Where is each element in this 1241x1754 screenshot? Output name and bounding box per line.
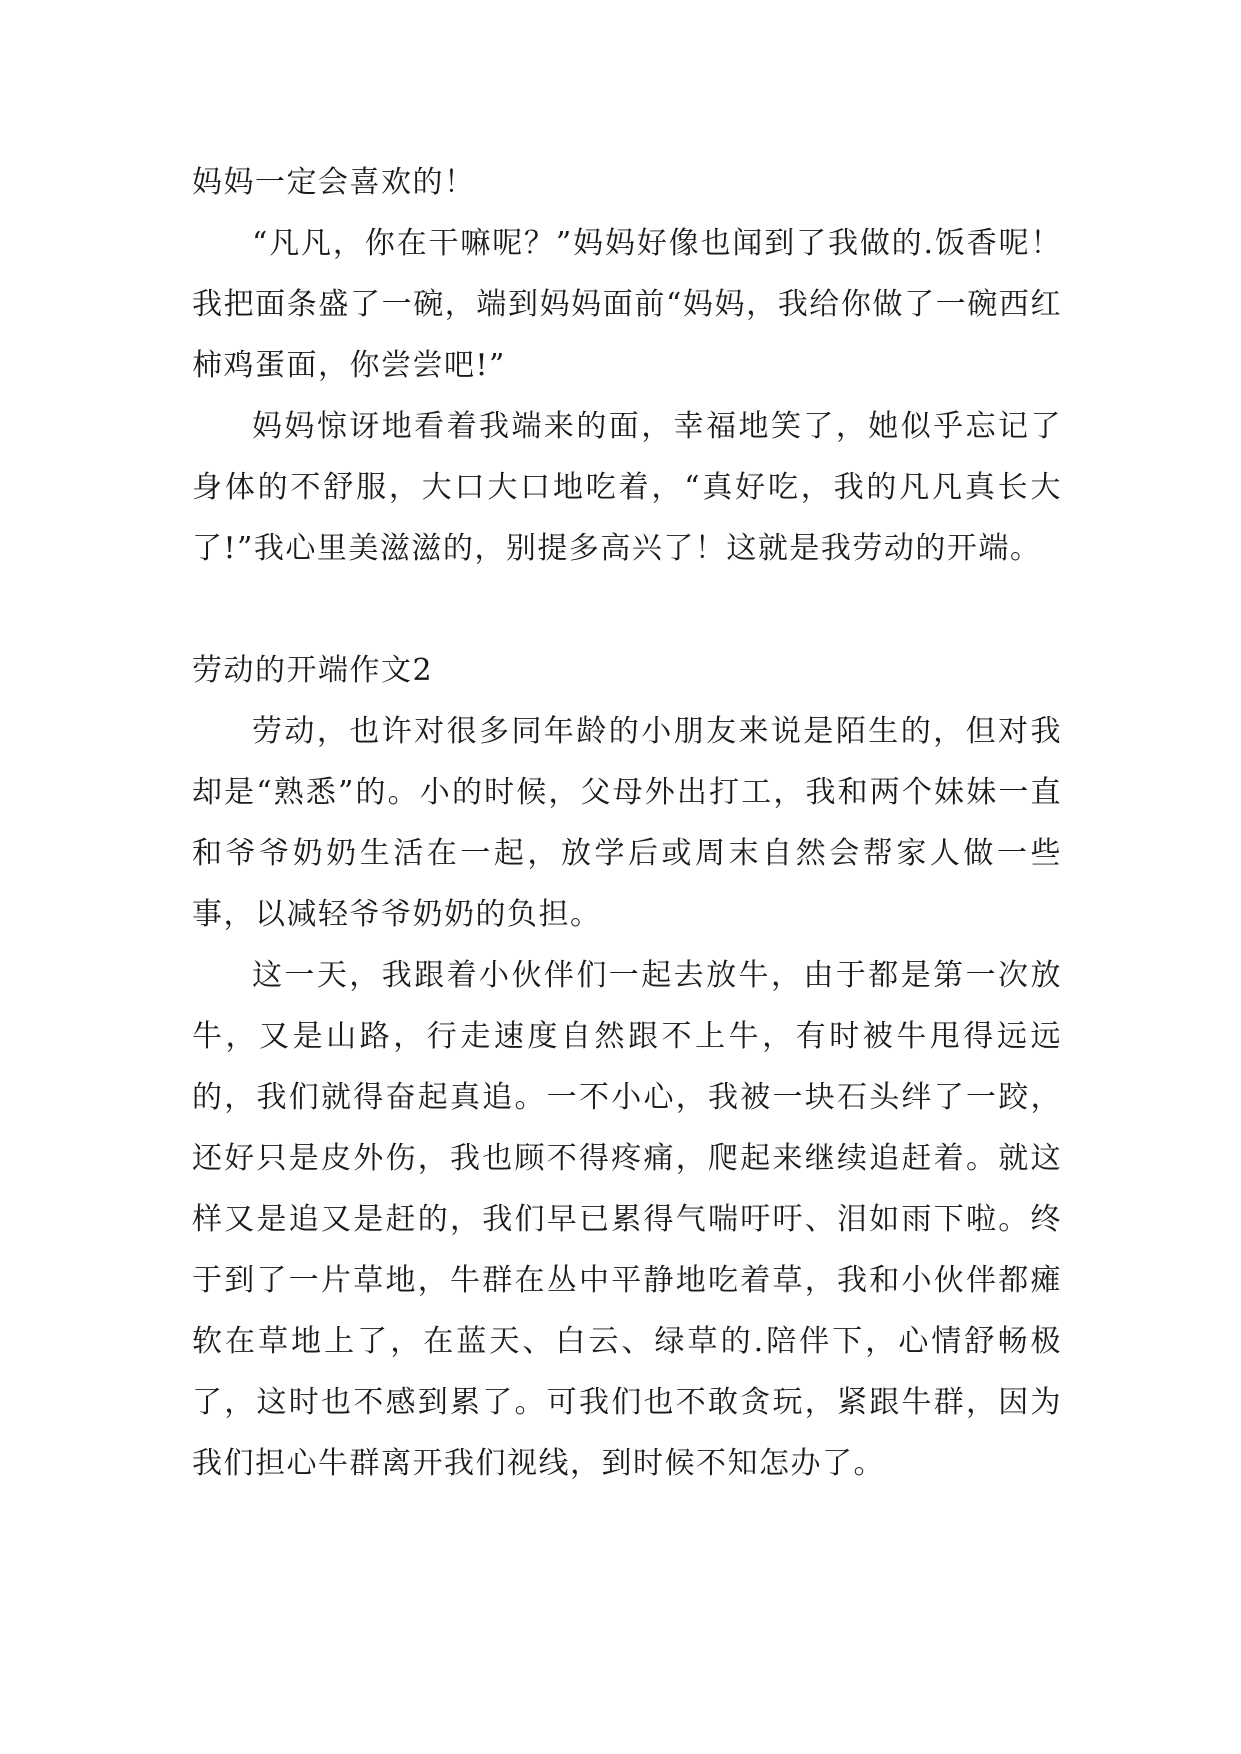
section-paragraph-story: 这一天，我跟着小伙伴们一起去放牛，由于都是第一次放牛，又是山路，行走速度自然跟不上牛，有时被牛甩得远远的，我们就得奋起真追。一不小心，我被一块石头绊了一跤，还好只是皮外伤，我也顾不得疼痛，爬起来继续追赶着。就这样又是追又是赶的，我们早已累得气喘吁吁、泪如雨下啦。终于到了一片草地，牛群在丛中平静地吃着草，我和小伙伴都瘫软在草地上了，在蓝天、白云、绿草的.陪伴下，心情舒畅极了，这时也不感到累了。可我们也不敢贪玩，紧跟牛群，因为我们担心牛群离开我们视线，到时候不知怎办了。: [192, 958, 1062, 1481]
document-body: [192, 152, 1062, 1494]
paragraph-opening: 妈妈一定会喜欢的！: [192, 165, 476, 200]
section-paragraph-intro: 劳动，也许对很多同年龄的小朋友来说是陌生的，但对我却是“熟悉”的。小的时候，父母外出打工，我和两个妹妹一直和爷爷奶奶生活在一起，放学后或周末自然会帮家人做一些事，以减轻爷爷奶奶的负担。: [192, 714, 1062, 932]
section-spacer: [192, 579, 1062, 640]
section-title: 劳动的开端作文2: [192, 653, 434, 688]
paragraph-dialogue: “凡凡，你在干嘛呢？”妈妈好像也闻到了我做的.饭香呢！我把面条盛了一碗，端到妈妈面前“妈妈，我给你做了一碗西红柿鸡蛋面，你尝尝吧!”: [192, 226, 1062, 383]
paragraph-closing: 妈妈惊讶地看着我端来的面，幸福地笑了，她似乎忘记了身体的不舒服，大口大口地吃着，“真好吃，我的凡凡真长大了!”我心里美滋滋的，别提多高兴了！这就是我劳动的开端。: [192, 409, 1062, 566]
